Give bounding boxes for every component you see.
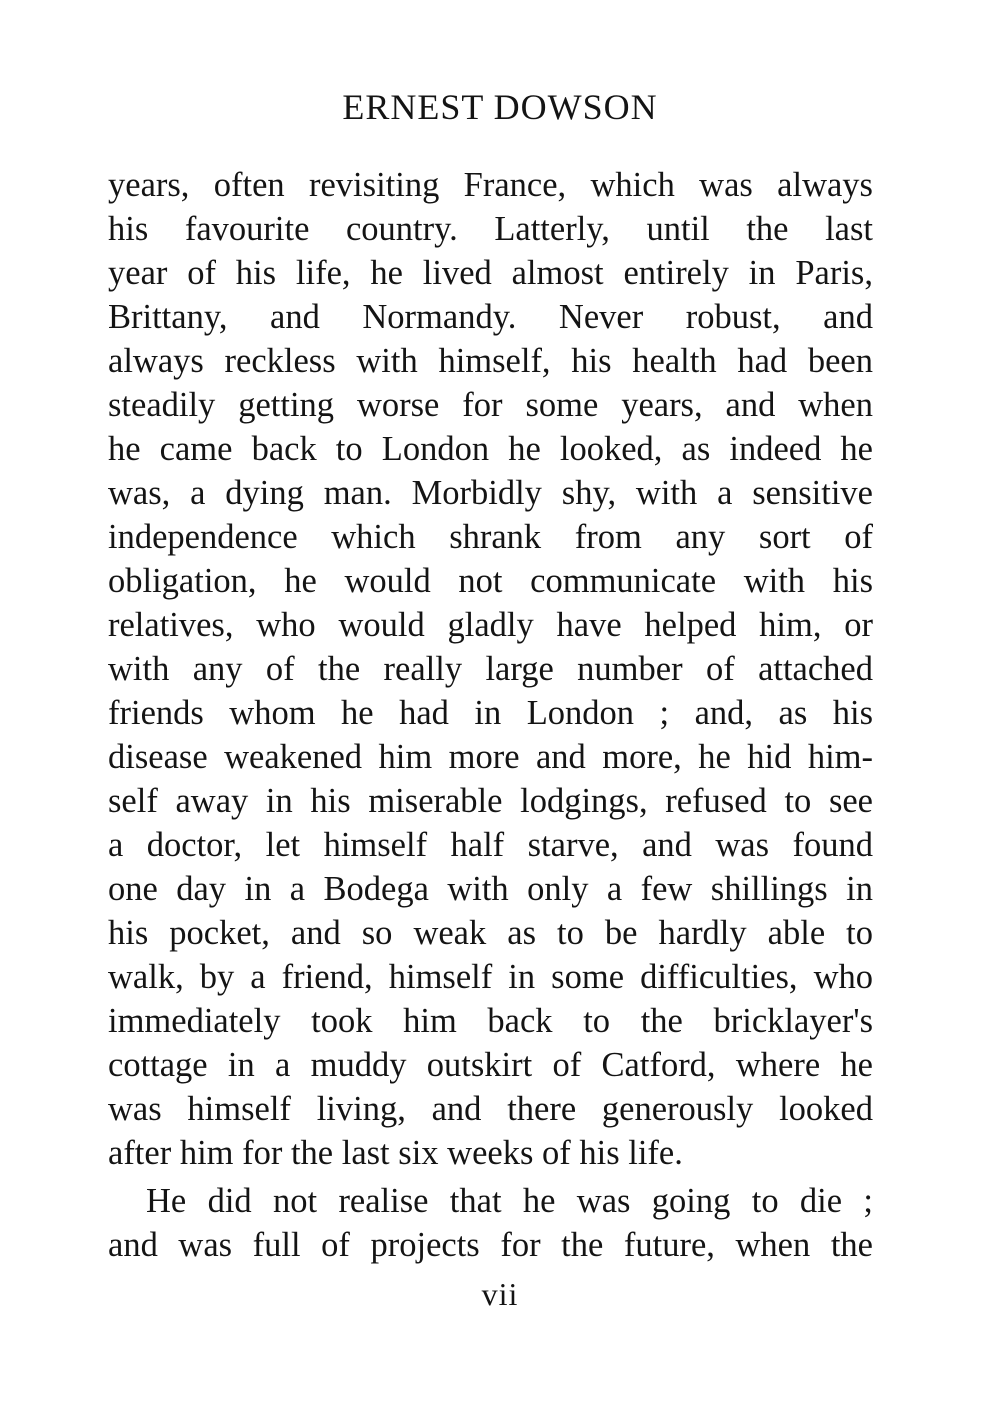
text-line: obligation, he would not communicate with his — [108, 562, 873, 600]
text-line: self away in his miserable lodgings, refused to see — [108, 782, 873, 820]
text-line: with any of the really large number of attached — [108, 650, 873, 688]
text-line: his favourite country. Latterly, until the last — [108, 210, 873, 248]
text-line: and was full of projects for the future, when the — [108, 1226, 873, 1264]
text-line: immediately took him back to the bricklayer's — [108, 1002, 873, 1040]
text-line: steadily getting worse for some years, and when — [108, 386, 873, 424]
text-line: was himself living, and there generously looked — [108, 1090, 873, 1128]
paragraph-1 — [108, 163, 873, 1175]
body-text — [108, 163, 873, 1267]
text-line: he came back to London he looked, as indeed he — [108, 430, 873, 468]
text-line: always reckless with himself, his health had been — [108, 342, 873, 380]
text-line: after him for the last six weeks of his life. — [108, 1134, 683, 1172]
text-line: his pocket, and so weak as to be hardly able to — [108, 914, 873, 952]
text-line: independence which shrank from any sort of — [108, 518, 873, 556]
text-line: Brittany, and Normandy. Never robust, and — [108, 298, 873, 336]
paragraph-2 — [108, 1179, 873, 1267]
text-line: friends whom he had in London ; and, as his — [108, 694, 873, 732]
running-head: ERNEST DOWSON — [342, 87, 658, 127]
text-line: years, often revisiting France, which was always — [108, 166, 873, 204]
page-number: vii — [481, 1276, 519, 1312]
text-line: was, a dying man. Morbidly shy, with a sensitive — [108, 474, 873, 512]
text-line: disease weakened him more and more, he hid him- — [108, 738, 873, 776]
text-line: year of his life, he lived almost entirely in Paris, — [108, 254, 873, 292]
text-line: a doctor, let himself half starve, and was found — [108, 826, 873, 864]
text-line: one day in a Bodega with only a few shillings in — [108, 870, 873, 908]
text-line: cottage in a muddy outskirt of Catford, where he — [108, 1046, 873, 1084]
text-line: walk, by a friend, himself in some difficulties, who — [108, 958, 873, 996]
text-line: relatives, who would gladly have helped him, or — [108, 606, 873, 644]
text-line: He did not realise that he was going to die ; — [146, 1182, 873, 1220]
